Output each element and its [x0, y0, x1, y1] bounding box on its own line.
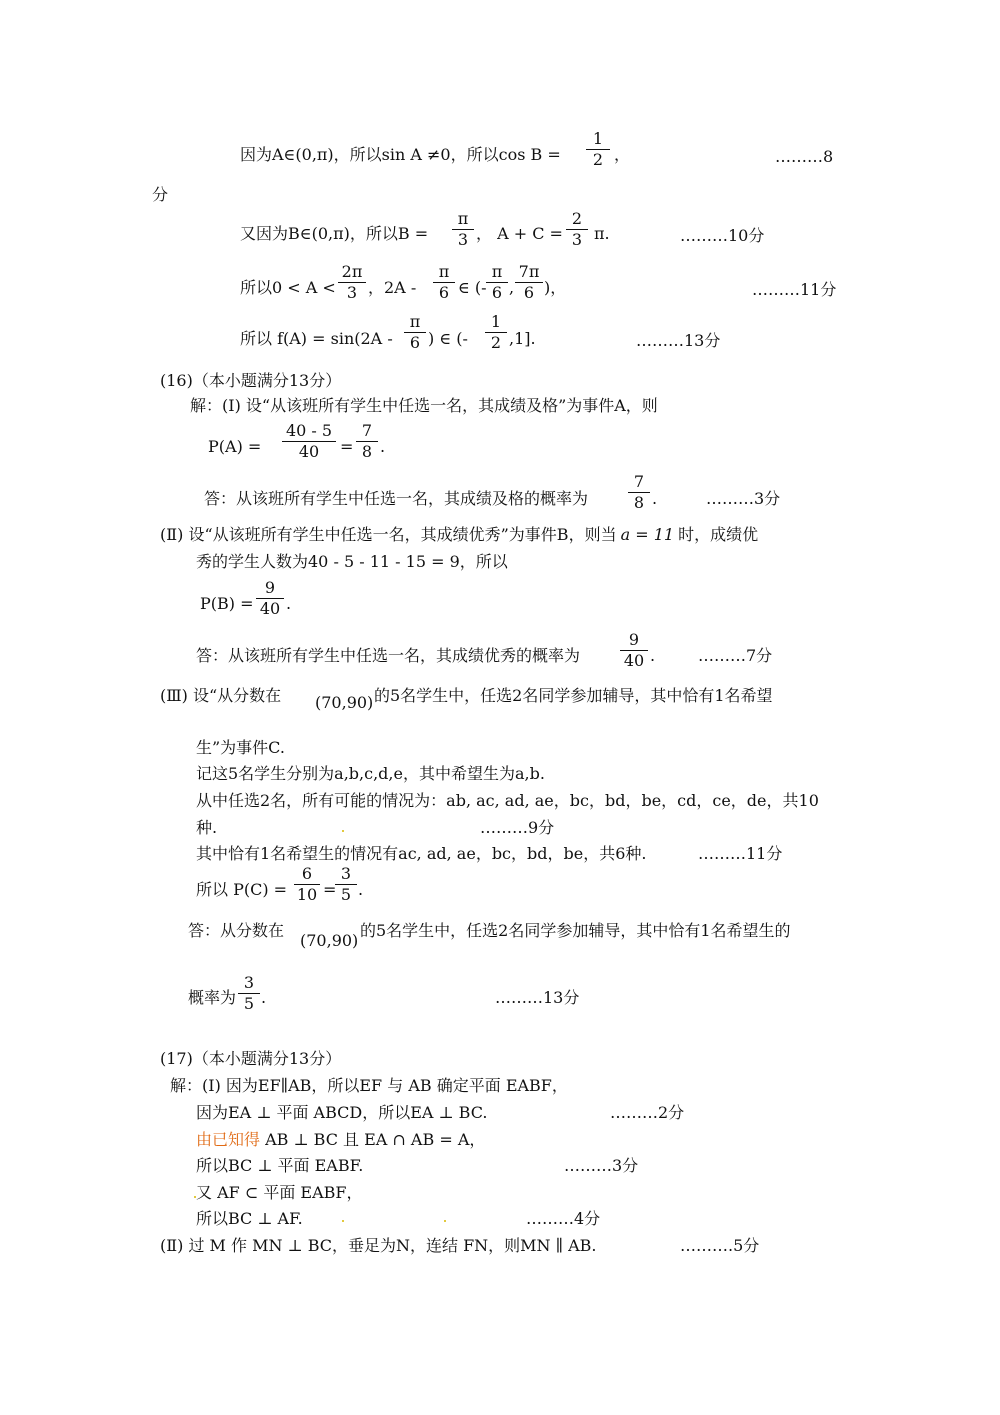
score-8-unit: 分: [152, 185, 169, 204]
q15-line3-c: ∈ (-: [458, 278, 487, 297]
score-7: ………7分: [698, 646, 773, 665]
numerator: 6: [301, 864, 313, 883]
interval: (70,90): [315, 693, 374, 712]
score-3: ………3分: [706, 489, 781, 508]
q17-line4: 所以BC ⊥ 平面 EABF.: [196, 1156, 364, 1175]
numerator: 9: [628, 630, 640, 649]
q15-line4-a: 所以 f(A) = sin(2A -: [240, 329, 393, 348]
fraction: [282, 423, 336, 460]
q16-answer3-a: 答：从分数在: [188, 921, 285, 940]
fraction: [452, 211, 474, 248]
q15-line3-d: ,: [509, 278, 515, 297]
denominator: 8: [633, 493, 645, 512]
q15-line1-tail: ，: [614, 145, 631, 164]
part2-text-b: 时，成绩优: [678, 525, 759, 544]
denominator: 3: [571, 230, 583, 249]
q16-part3-b: 的5名学生中，任选2名同学参加辅导，其中恰有1名希望: [374, 686, 773, 705]
denominator: 40: [298, 442, 320, 461]
fraction: [485, 314, 507, 351]
numerator: 7: [361, 421, 373, 440]
fraction: [256, 580, 284, 617]
denominator: 10: [296, 885, 318, 904]
q15-line2-tail: π.: [594, 224, 610, 243]
pc-eq: =: [323, 880, 337, 899]
denominator: 6: [409, 333, 421, 352]
q16-answer2: 答：从该班所有学生中任选一名，其成绩优秀的概率为: [196, 646, 581, 665]
score-13: ………13分: [636, 331, 721, 350]
q16-part3-a: (Ⅲ) 设“从分数在: [160, 686, 282, 705]
numerator: π: [491, 262, 503, 281]
q15-line3-b: ，2A -: [368, 278, 417, 297]
numerator: π: [409, 312, 421, 331]
interval-2: (70,90): [300, 931, 359, 950]
numerator: 40 - 5: [285, 421, 333, 440]
numerator: 1: [592, 129, 604, 148]
pc-label: 所以 P(C) =: [196, 880, 288, 899]
denominator: 2: [592, 150, 604, 169]
pb-end: .: [286, 594, 292, 613]
score-3b: ………3分: [564, 1156, 639, 1175]
q17-line6: 所以BC ⊥ AF.: [196, 1209, 303, 1228]
pb-label: P(B) =: [200, 594, 254, 613]
q17-line3: [196, 1132, 485, 1148]
q16-header: (16)（本小题满分13分）: [160, 371, 342, 390]
q17-line7: (Ⅱ) 过 M 作 MN ⊥ BC，垂足为N，连结 FN，则MN ∥ AB.: [160, 1236, 597, 1255]
stray-mark: [444, 1220, 446, 1222]
ans1-end: .: [652, 489, 658, 508]
ans2-end: .: [650, 646, 656, 665]
numerator: 2: [571, 209, 583, 228]
q16-part3-f: 种.: [196, 818, 218, 837]
q16-part3-g: 其中恰有1名希望生的情况有ac, ad, ae，bc，bd，be，共6种.: [196, 844, 647, 863]
denominator: 5: [243, 994, 255, 1013]
fraction: [356, 423, 378, 460]
q15-line1: [240, 147, 561, 163]
numerator: π: [457, 209, 469, 228]
q15-line2: 又因为B∈(0,π)，所以B =: [240, 224, 429, 243]
score-11: ………11分: [752, 280, 837, 299]
q15-line3-e: )，: [544, 278, 567, 297]
numerator: 9: [264, 578, 276, 597]
fraction: [338, 264, 366, 301]
numerator: 7: [633, 472, 645, 491]
pa-label: P(A) =: [208, 437, 262, 456]
score-4: ………4分: [526, 1209, 601, 1228]
denominator: 3: [346, 283, 358, 302]
fraction: [238, 975, 260, 1012]
q15-line3-a: 所以0 < A <: [240, 278, 336, 297]
part2-var: a = 11: [620, 525, 675, 544]
q16-part3-d: 记这5名学生分别为a,b,c,d,e，其中希望生为a,b.: [196, 764, 545, 783]
fraction: [294, 866, 320, 903]
fraction: [433, 264, 455, 301]
q16-answer3-b: 的5名学生中，任选2名同学参加辅导，其中恰有1名希望生的: [360, 921, 791, 940]
pa-eq: =: [340, 437, 354, 456]
score-2: ………2分: [610, 1103, 685, 1122]
fraction: [404, 314, 426, 351]
q15-line1-text: 因为A∈(0,π)，所以sin A ≠0，所以cos B =: [240, 145, 561, 164]
highlight-text: 由已知得: [196, 1130, 261, 1149]
part2-text: (Ⅱ) 设“从该班所有学生中任选一名，其成绩优秀”为事件B，则当: [160, 525, 617, 544]
fraction: [486, 264, 508, 301]
ans3-end: .: [261, 988, 267, 1007]
fraction: [586, 131, 610, 168]
q17-line2: 因为EA ⊥ 平面 ABCD，所以EA ⊥ BC.: [196, 1103, 488, 1122]
q16-part3-c: 生”为事件C.: [196, 738, 285, 757]
q16-part1: 解：(Ⅰ) 设“从该班所有学生中任选一名，其成绩及格”为事件A，则: [190, 396, 658, 415]
denominator: 2: [490, 333, 502, 352]
fraction: [628, 474, 650, 511]
q16-part2-c: 秀的学生人数为40 - 5 - 11 - 15 = 9，所以: [196, 552, 508, 571]
denominator: 40: [623, 651, 645, 670]
stray-mark: [194, 1196, 196, 1198]
score-8: ………8: [775, 147, 834, 166]
q16-part2-a: [160, 527, 758, 543]
score-10: ………10分: [680, 226, 765, 245]
numerator: 3: [340, 864, 352, 883]
line3-rest: AB ⊥ BC 且 EA ∩ AB = A，: [265, 1130, 486, 1149]
denominator: 8: [361, 442, 373, 461]
denominator: 40: [259, 599, 281, 618]
numerator: 7π: [518, 262, 540, 281]
fraction: [566, 211, 588, 248]
denominator: 6: [438, 283, 450, 302]
denominator: 3: [457, 230, 469, 249]
q16-part3-e: 从中任选2名，所有可能的情况为：ab, ac, ad, ae，bc，bd，be，cd，ce，de，共10: [196, 791, 819, 810]
numerator: 3: [243, 973, 255, 992]
q17-line1: 解：(Ⅰ) 因为EF∥AB，所以EF 与 AB 确定平面 EABF，: [170, 1076, 568, 1095]
q17-header: (17)（本小题满分13分）: [160, 1049, 342, 1068]
fraction: [515, 264, 543, 301]
q16-answer3-c: 概率为: [188, 988, 237, 1007]
pa-end: .: [380, 437, 386, 456]
stray-mark: [342, 830, 344, 832]
denominator: 6: [523, 283, 535, 302]
score-11b: ………11分: [698, 844, 783, 863]
q16-answer1: 答：从该班所有学生中任选一名，其成绩及格的概率为: [204, 489, 589, 508]
q17-line5: 又 AF ⊂ 平面 EABF，: [196, 1183, 363, 1202]
stray-mark: [342, 1220, 344, 1222]
q15-line4-c: ,1].: [509, 329, 536, 348]
denominator: 6: [491, 283, 503, 302]
denominator: 5: [340, 885, 352, 904]
q15-line4-b: ) ∈ (-: [428, 329, 468, 348]
numerator: 1: [490, 312, 502, 331]
score-9: ………9分: [480, 818, 555, 837]
pc-end: .: [358, 880, 364, 899]
score-5: ……….5分: [680, 1236, 760, 1255]
numerator: 2π: [341, 262, 363, 281]
numerator: π: [438, 262, 450, 281]
fraction: [620, 632, 648, 669]
score-13b: ………13分: [495, 988, 580, 1007]
q15-line2-mid: ， A + C =: [476, 224, 563, 243]
fraction: [335, 866, 357, 903]
